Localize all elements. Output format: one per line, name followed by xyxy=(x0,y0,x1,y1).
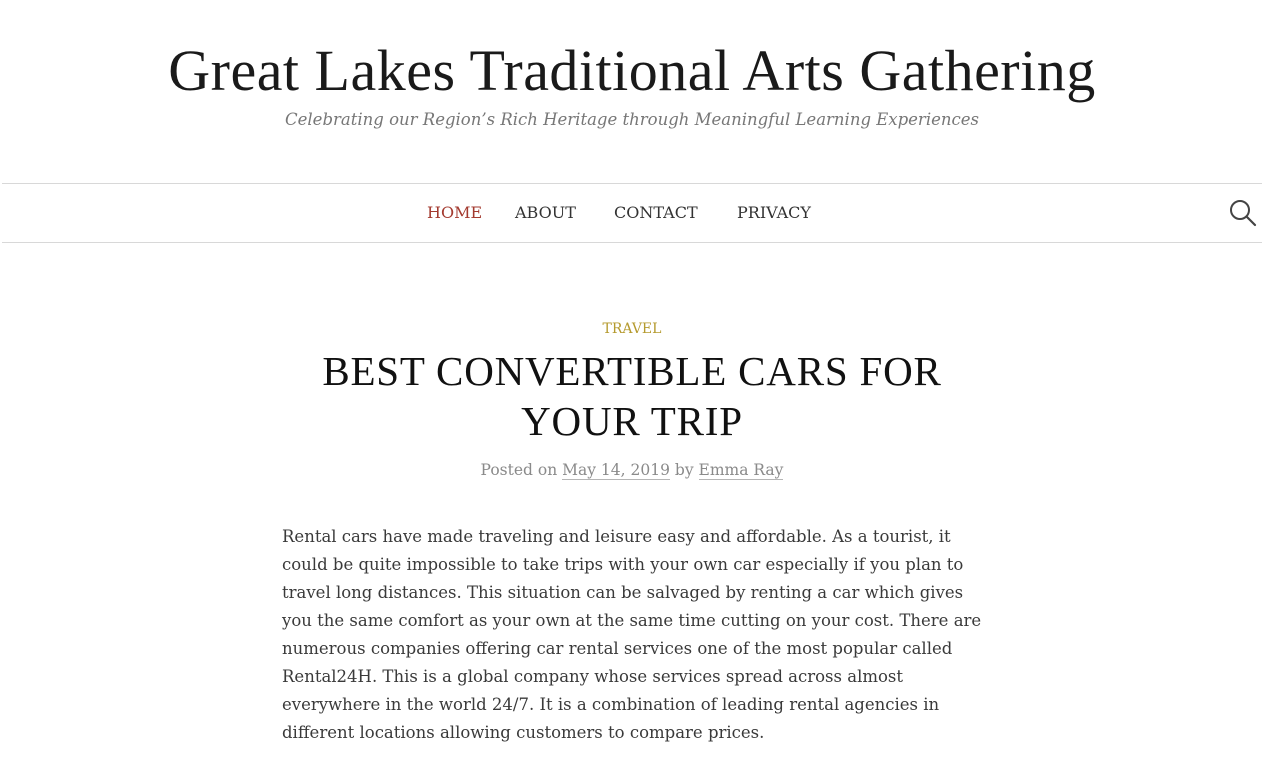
site-tagline: Celebrating our Region’s Rich Heritage through Meaningful Learning Experiences xyxy=(285,110,979,129)
post-meta xyxy=(0,459,1264,481)
posted-on-label: Posted on xyxy=(480,461,558,479)
search-icon xyxy=(1228,198,1258,228)
post-category-link[interactable]: TRAVEL xyxy=(602,321,662,337)
nav-item-about[interactable]: ABOUT xyxy=(515,203,576,222)
post-title: BEST CONVERTIBLE CARS FOR YOUR TRIP xyxy=(322,348,942,444)
search-button[interactable] xyxy=(1228,198,1258,228)
main-navigation xyxy=(2,183,1262,243)
site-header xyxy=(0,0,1264,183)
by-label: by xyxy=(674,461,694,479)
site-title[interactable]: Great Lakes Traditional Arts Gathering xyxy=(168,38,1096,103)
post-author-link[interactable]: Emma Ray xyxy=(698,461,784,479)
nav-item-home[interactable]: HOME xyxy=(427,203,483,222)
post-date-link[interactable]: May 14, 2019 xyxy=(562,461,670,479)
nav-item-contact[interactable]: CONTACT xyxy=(614,203,698,222)
post-body: Rental cars have made traveling and leisure easy and affordable. As a tourist, it could be quite impossible to take trips with your own car especially if you plan to travel long distances. This situation can be salvaged by renting a car which gives you the same comfort as your own at the same time cutting on your cost. There are numerous companies offering car rental services one of the most popular called Rental24H. This is a global company whose services spread across almost everywhere in the world 24/7. It is a combination of leading rental agencies in different locations allowing customers to compare prices. xyxy=(282,527,982,742)
nav-item-privacy[interactable]: PRIVACY xyxy=(737,203,811,222)
